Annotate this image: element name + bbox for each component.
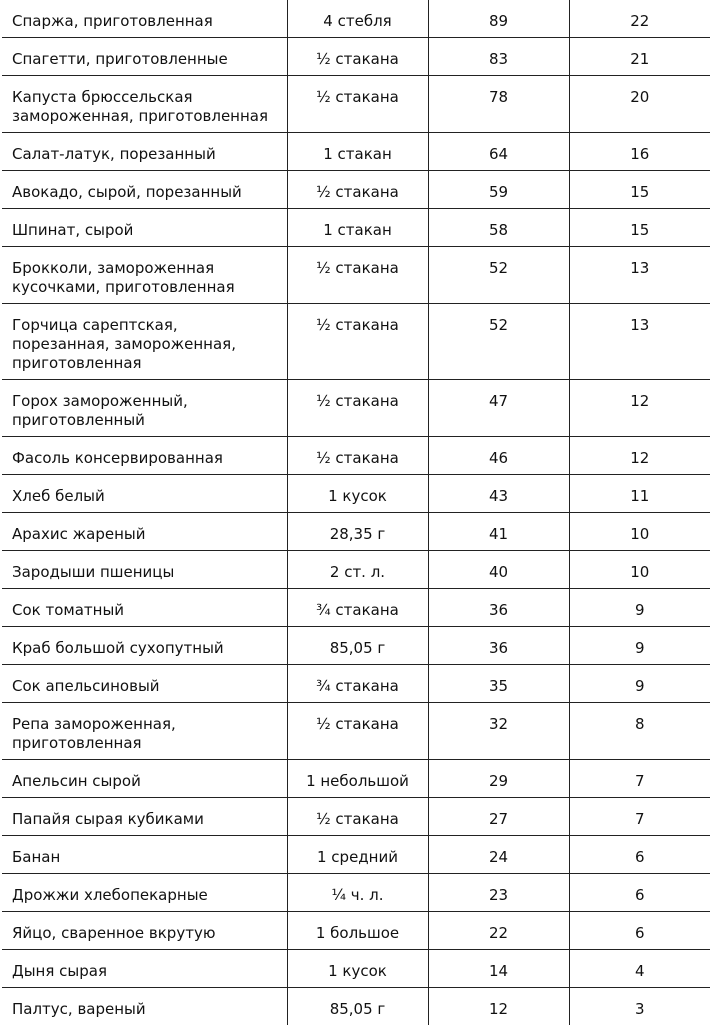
value-b-cell: 22 [569, 0, 710, 38]
value-b-cell: 9 [569, 627, 710, 665]
table-row [2, 171, 710, 209]
food-cell: Репа замороженная, приготовленная [2, 703, 287, 760]
portion-cell: ½ стакана [287, 703, 428, 760]
table-row [2, 76, 710, 133]
table-body [2, 0, 710, 1025]
table-row [2, 513, 710, 551]
portion-cell: 1 небольшой [287, 760, 428, 798]
table-row [2, 798, 710, 836]
portion-cell: 85,05 г [287, 627, 428, 665]
portion-cell: ½ стакана [287, 304, 428, 380]
portion-cell: 4 стебля [287, 0, 428, 38]
portion-cell: ½ стакана [287, 380, 428, 437]
value-b-cell: 7 [569, 798, 710, 836]
portion-cell: ½ стакана [287, 247, 428, 304]
value-a-cell: 22 [428, 912, 569, 950]
value-b-cell: 10 [569, 551, 710, 589]
value-a-cell: 64 [428, 133, 569, 171]
portion-cell: 85,05 г [287, 988, 428, 1025]
nutrition-table [2, 0, 710, 1025]
table-row [2, 209, 710, 247]
table-row [2, 836, 710, 874]
value-a-cell: 52 [428, 247, 569, 304]
table-row [2, 665, 710, 703]
value-b-cell: 15 [569, 209, 710, 247]
value-b-cell: 12 [569, 437, 710, 475]
table-row [2, 304, 710, 380]
food-cell: Горох замороженный, приготовленный [2, 380, 287, 437]
value-b-cell: 10 [569, 513, 710, 551]
value-a-cell: 36 [428, 627, 569, 665]
food-cell: Горчица сарептская, порезанная, замороженная, приготовленная [2, 304, 287, 380]
table-row [2, 437, 710, 475]
food-cell: Сок апельсиновый [2, 665, 287, 703]
value-b-cell: 7 [569, 760, 710, 798]
value-a-cell: 78 [428, 76, 569, 133]
value-b-cell: 21 [569, 38, 710, 76]
value-a-cell: 41 [428, 513, 569, 551]
food-cell: Краб большой сухопутный [2, 627, 287, 665]
food-cell: Зародыши пшеницы [2, 551, 287, 589]
food-cell: Сок томатный [2, 589, 287, 627]
portion-cell: ¾ стакана [287, 665, 428, 703]
table-row [2, 988, 710, 1025]
table-row [2, 912, 710, 950]
portion-cell: ½ стакана [287, 437, 428, 475]
value-b-cell: 4 [569, 950, 710, 988]
value-b-cell: 13 [569, 247, 710, 304]
value-b-cell: 12 [569, 380, 710, 437]
food-cell: Апельсин сырой [2, 760, 287, 798]
value-a-cell: 40 [428, 551, 569, 589]
value-a-cell: 89 [428, 0, 569, 38]
value-b-cell: 6 [569, 874, 710, 912]
table-row [2, 133, 710, 171]
value-b-cell: 13 [569, 304, 710, 380]
food-cell: Фасоль консервированная [2, 437, 287, 475]
value-a-cell: 35 [428, 665, 569, 703]
food-cell: Хлеб белый [2, 475, 287, 513]
value-a-cell: 52 [428, 304, 569, 380]
value-b-cell: 11 [569, 475, 710, 513]
portion-cell: 1 кусок [287, 950, 428, 988]
portion-cell: ¾ стакана [287, 589, 428, 627]
table-row [2, 247, 710, 304]
food-cell: Арахис жареный [2, 513, 287, 551]
portion-cell: ½ стакана [287, 38, 428, 76]
food-cell: Банан [2, 836, 287, 874]
value-a-cell: 83 [428, 38, 569, 76]
table-row [2, 950, 710, 988]
food-cell: Капуста брюссельская замороженная, приготовленная [2, 76, 287, 133]
table-row [2, 703, 710, 760]
value-a-cell: 59 [428, 171, 569, 209]
food-cell: Салат-латук, порезанный [2, 133, 287, 171]
table-row [2, 760, 710, 798]
value-b-cell: 8 [569, 703, 710, 760]
table-row [2, 874, 710, 912]
portion-cell: 1 стакан [287, 209, 428, 247]
value-a-cell: 32 [428, 703, 569, 760]
value-a-cell: 29 [428, 760, 569, 798]
table-row [2, 475, 710, 513]
portion-cell: ½ стакана [287, 76, 428, 133]
value-b-cell: 15 [569, 171, 710, 209]
food-cell: Яйцо, сваренное вкрутую [2, 912, 287, 950]
food-cell: Авокадо, сырой, порезанный [2, 171, 287, 209]
food-cell: Дрожжи хлебопекарные [2, 874, 287, 912]
portion-cell: 2 ст. л. [287, 551, 428, 589]
portion-cell: 1 стакан [287, 133, 428, 171]
value-a-cell: 47 [428, 380, 569, 437]
value-a-cell: 12 [428, 988, 569, 1025]
value-a-cell: 14 [428, 950, 569, 988]
table-row [2, 589, 710, 627]
value-b-cell: 3 [569, 988, 710, 1025]
value-a-cell: 58 [428, 209, 569, 247]
portion-cell: ½ стакана [287, 798, 428, 836]
table-row [2, 627, 710, 665]
table-row [2, 551, 710, 589]
portion-cell: 1 средний [287, 836, 428, 874]
value-b-cell: 20 [569, 76, 710, 133]
value-b-cell: 16 [569, 133, 710, 171]
food-cell: Палтус, вареный [2, 988, 287, 1025]
value-a-cell: 43 [428, 475, 569, 513]
value-b-cell: 9 [569, 665, 710, 703]
value-a-cell: 24 [428, 836, 569, 874]
table-row [2, 38, 710, 76]
portion-cell: 1 кусок [287, 475, 428, 513]
food-cell: Спаржа, приготовленная [2, 0, 287, 38]
food-cell: Брокколи, замороженная кусочками, приготовленная [2, 247, 287, 304]
value-b-cell: 6 [569, 836, 710, 874]
portion-cell: ¼ ч. л. [287, 874, 428, 912]
value-a-cell: 27 [428, 798, 569, 836]
table-row [2, 380, 710, 437]
value-a-cell: 36 [428, 589, 569, 627]
food-cell: Спагетти, приготовленные [2, 38, 287, 76]
portion-cell: 28,35 г [287, 513, 428, 551]
value-a-cell: 23 [428, 874, 569, 912]
value-a-cell: 46 [428, 437, 569, 475]
food-cell: Дыня сырая [2, 950, 287, 988]
portion-cell: ½ стакана [287, 171, 428, 209]
value-b-cell: 9 [569, 589, 710, 627]
food-cell: Папайя сырая кубиками [2, 798, 287, 836]
table-row [2, 0, 710, 38]
value-b-cell: 6 [569, 912, 710, 950]
portion-cell: 1 большое [287, 912, 428, 950]
food-cell: Шпинат, сырой [2, 209, 287, 247]
